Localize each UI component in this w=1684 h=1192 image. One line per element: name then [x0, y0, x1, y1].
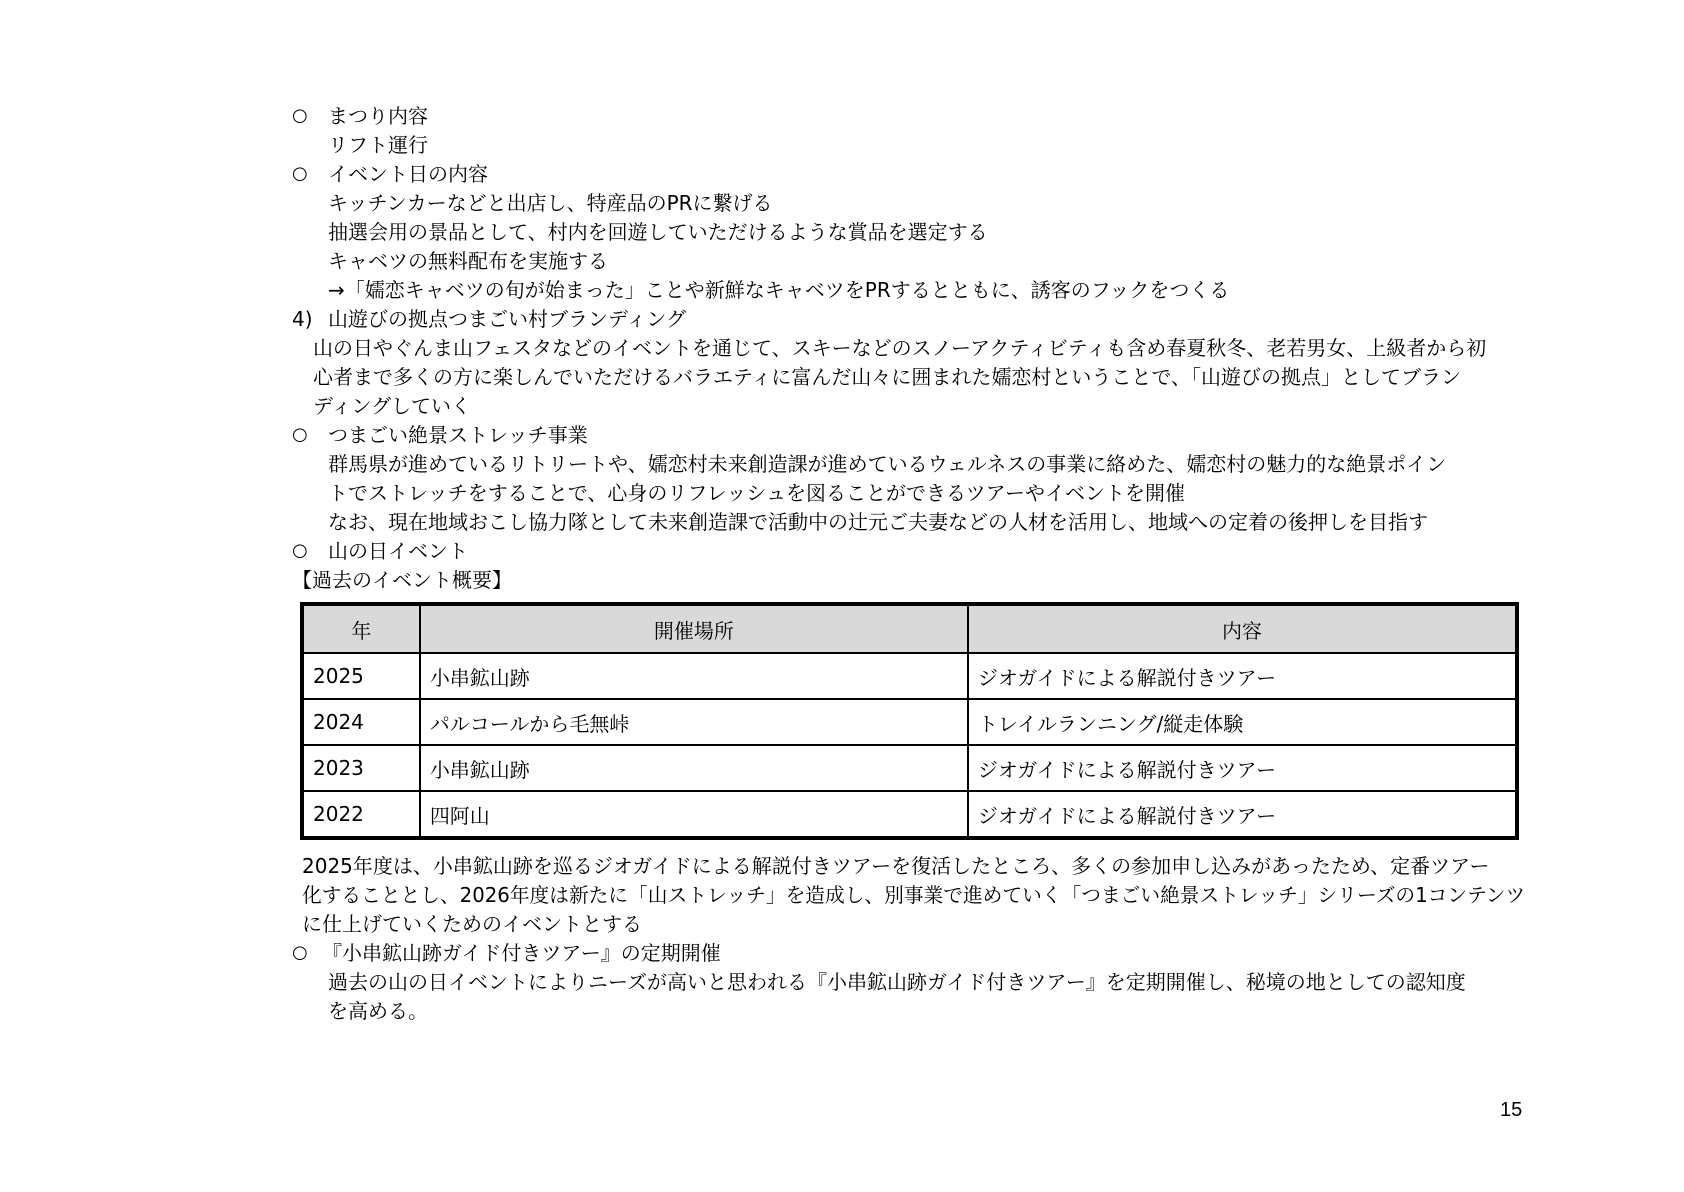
table-row: [302, 699, 1517, 745]
text-line: 群馬県が進めているリトリートや、嬬恋村未来創造課が進めているウェルネスの事業に絡めた、嬬恋村の魅力的な絶景ポイン: [328, 452, 1447, 476]
bullet-icon: ○: [292, 424, 308, 445]
text-line: に仕上げていくためのイベントとする: [302, 912, 642, 936]
cell-year: 2023: [302, 745, 420, 791]
cell-content: ジオガイドによる解説付きツアー: [968, 653, 1517, 699]
text-line: 山の日やぐんま山フェスタなどのイベントを通じて、スキーなどのスノーアクティビティも含め春夏秋冬、老若男女、上級者から初: [313, 336, 1487, 360]
heading-mountain-day: 山の日イベント: [328, 539, 468, 563]
text-line: キッチンカーなどと出店し、特産品のPRに繋げる: [328, 191, 773, 215]
text-line: →「嬬恋キャベツの旬が始まった」ことや新鮮なキャベツをPRするとともに、誘客のフックをつくる: [328, 278, 1230, 302]
heading-event-day: イベント日の内容: [328, 162, 488, 186]
column-header-content: 内容: [968, 604, 1517, 653]
heading-stretch: つまごい絶景ストレッチ事業: [328, 423, 588, 447]
page-number: 15: [1500, 1099, 1523, 1121]
text-line: なお、現在地域おこし協力隊として未来創造課で活動中の辻元ご夫妻などの人材を活用し、地域への定着の後押しを目指す: [328, 510, 1428, 534]
text-line: リフト運行: [328, 133, 428, 157]
text-line: 化することとし、2026年度は新たに「山ストレッチ」を造成し、別事業で進めていく「つまごい絶景ストレッチ」シリーズの1コンテンツ: [302, 883, 1526, 907]
text-line: 抽選会用の景品として、村内を回遊していただけるような賞品を選定する: [328, 220, 988, 244]
column-header-year: 年: [302, 604, 420, 653]
cell-venue: 小串鉱山跡: [420, 653, 968, 699]
bullet-icon: ○: [292, 540, 308, 561]
bullet-icon: ○: [292, 105, 308, 126]
cell-content: トレイルランニング/縦走体験: [968, 699, 1517, 745]
cell-content: ジオガイドによる解説付きツアー: [968, 791, 1517, 838]
table-row: [302, 745, 1517, 791]
table-caption: 【過去のイベント概要】: [292, 568, 512, 592]
text-line: を高める。: [328, 999, 428, 1023]
cell-venue: パルコールから毛無峠: [420, 699, 968, 745]
cell-content: ジオガイドによる解説付きツアー: [968, 745, 1517, 791]
cell-venue: 四阿山: [420, 791, 968, 838]
column-header-venue: 開催場所: [420, 604, 968, 653]
section-title: 山遊びの拠点つまごい村ブランディング: [328, 307, 686, 331]
cell-venue: 小串鉱山跡: [420, 745, 968, 791]
cell-year: 2024: [302, 699, 420, 745]
text-line: キャベツの無料配布を実施する: [328, 249, 608, 273]
text-line: 過去の山の日イベントによりニーズが高いと思われる『小串鉱山跡ガイド付きツアー』を定期開催し、秘境の地としての認知度: [328, 970, 1466, 994]
table-row: [302, 653, 1517, 699]
heading-regular-tour: 『小串鉱山跡ガイド付きツアー』の定期開催: [322, 941, 721, 965]
cell-year: 2025: [302, 653, 420, 699]
text-line: トでストレッチをすることで、心身のリフレッシュを図ることができるツアーやイベントを開催: [328, 481, 1185, 505]
event-table: [300, 602, 1519, 840]
text-line: 2025年度は、小串鉱山跡を巡るジオガイドによる解説付きツアーを復活したところ、多くの参加申し込みがあったため、定番ツアー: [302, 854, 1490, 878]
table-row: [302, 791, 1517, 838]
bullet-icon: ○: [292, 942, 308, 963]
section-number: 4): [292, 307, 313, 331]
text-line: ディングしていく: [313, 394, 471, 418]
heading-matsuri-content: まつり内容: [328, 104, 428, 128]
cell-year: 2022: [302, 791, 420, 838]
text-line: 心者まで多くの方に楽しんでいただけるバラエティに富んだ山々に囲まれた嬬恋村ということで、「山遊びの拠点」としてブラン: [313, 365, 1461, 389]
bullet-icon: ○: [292, 163, 308, 184]
table-header-row: [302, 604, 1517, 653]
